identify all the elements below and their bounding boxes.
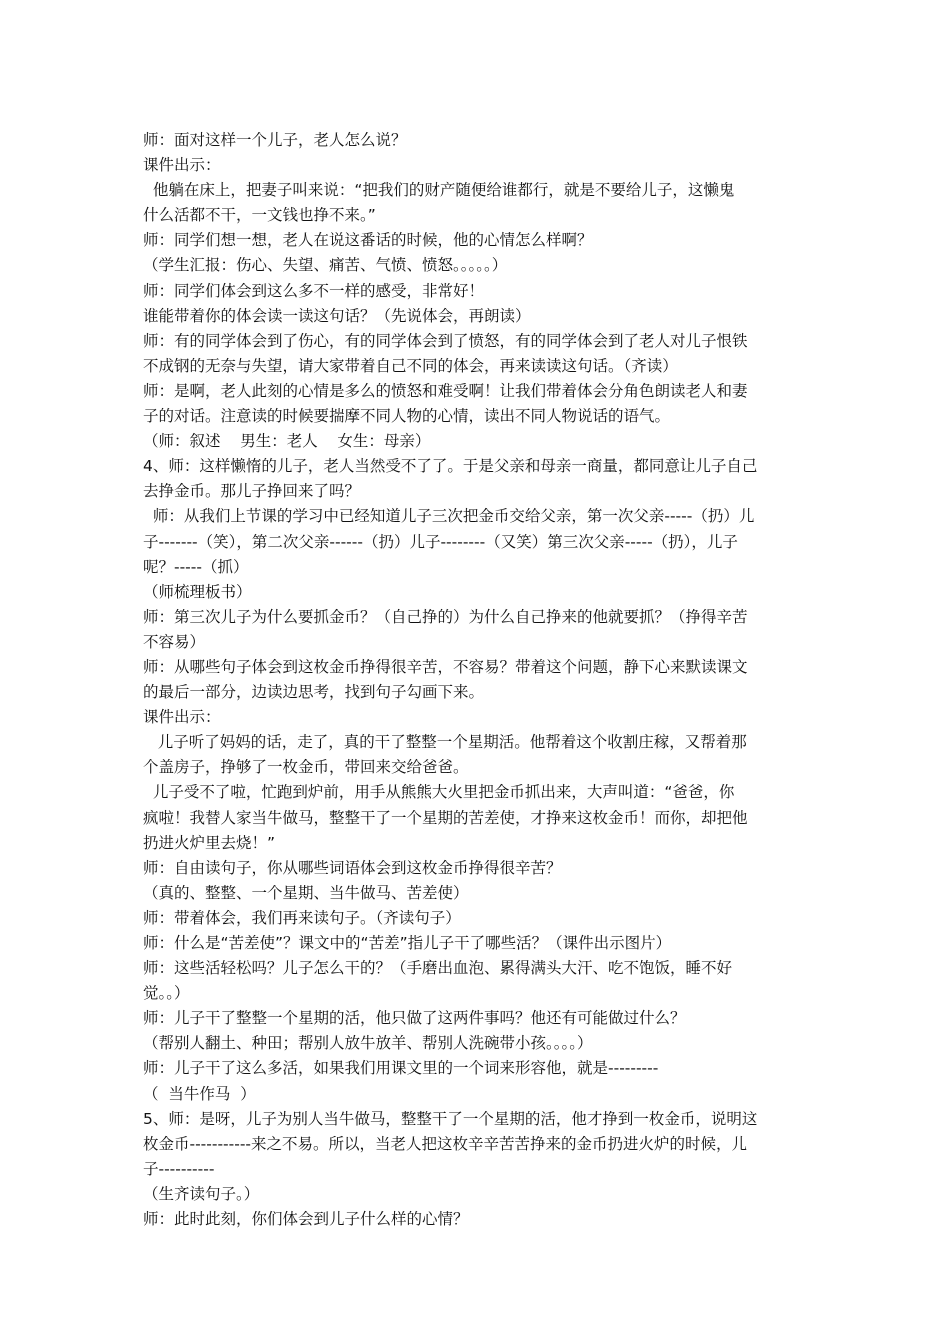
text-line: 师：此时此刻，你们体会到儿子什么样的心情？ [143, 1210, 469, 1229]
text-line: 师：什么是“苦差使”？课文中的“苦差”指儿子干了哪些活？（课件出示图片） [143, 934, 672, 952]
text-line: （师梳理板书） [143, 582, 252, 601]
document-page [143, 128, 811, 1232]
text-line: （师：叙述 男生：老人 女生：母亲） [143, 432, 431, 451]
text-line: 师：同学们体会到这么多不一样的感受，非常好！ [143, 281, 485, 300]
text-line: （生齐读句子。） [143, 1184, 260, 1203]
text-line: （真的、整整、一个星期、当牛做马、苦差使） [143, 883, 469, 902]
text-line: （ 当牛作马 ） [143, 1084, 256, 1103]
text-line: 师：这些活轻松吗？儿子怎么干的？（手磨出血泡、累得满头大汗、吃不饱饭，睡不好 [143, 959, 733, 978]
text-line: （帮别人翻土、种田；帮别人放牛放羊、帮别人洗碗带小孩。。。。） [143, 1034, 593, 1053]
text-line: 去挣金币。那儿子挣回来了吗？ [143, 482, 361, 501]
text-line: 个盖房子，挣够了一枚金币，带回来交给爸爸。 [143, 758, 469, 777]
text-line: 谁能带着你的体会读一读这句话？（先说体会，再朗读） [143, 306, 531, 325]
text-line: 师：第三次儿子为什么要抓金币？（自己挣的）为什么自己挣来的他就要抓？（挣得辛苦 [143, 607, 748, 626]
text-line: 扔进火炉里去烧！” [143, 833, 276, 852]
text-line: 他躺在床上，把妻子叫来说：“把我们的财产随便给谁都行，就是不要给儿子，这懒鬼 [143, 181, 735, 200]
text-line: 子---------- [143, 1159, 215, 1178]
text-line: 师：儿子干了整整一个星期的活，他只做了这两件事吗？他还有可能做过什么？ [143, 1009, 686, 1028]
text-line: 师：自由读句子，你从哪些词语体会到这枚金币挣得很辛苦？ [143, 858, 562, 877]
text-line: 师：从我们上节课的学习中已经知道儿子三次把金币交给父亲，第一次父亲-----（扔）儿 [143, 507, 755, 526]
text-line: 5、师：是呀，儿子为别人当牛做马，整整干了一个星期的活，他才挣到一枚金币，说明这 [143, 1109, 758, 1128]
text-line: 4、师：这样懒惰的儿子，老人当然受不了了。于是父亲和母亲一商量，都同意让儿子自己 [143, 457, 758, 476]
text-line: 不成钢的无奈与失望，请大家带着自己不同的体会，再来读读这句话。（齐读） [143, 356, 678, 375]
text-line: 儿子听了妈妈的话，走了，真的干了整整一个星期活。他帮着这个收割庄稼，又帮着那 [143, 733, 747, 752]
text-line: 儿子受不了啦，忙跑到炉前，用手从熊熊大火里把金币抓出来，大声叫道：“爸爸，你 [143, 783, 735, 802]
text-line: （学生汇报：伤心、失望、痛苦、气愤、愤怒。。。。。） [143, 256, 508, 275]
text-line: 师：带着体会，我们再来读句子。（齐读句子） [143, 908, 461, 927]
text-line: 的最后一部分，边读边思考，找到句子勾画下来。 [143, 683, 485, 702]
text-line: 子-------（笑），第二次父亲------（扔）儿子--------（又笑）第三次父亲-----（扔），儿子 [143, 532, 738, 551]
text-line: 什么活都不干，一文钱也挣不来。” [143, 206, 376, 225]
text-line: 呢？-----（抓） [143, 557, 249, 576]
text-line: 师：儿子干了这么多活，如果我们用课文里的一个词来形容他，就是--------- [143, 1059, 659, 1078]
text-line: 课件出示： [143, 708, 221, 727]
text-line: 觉。。） [143, 984, 190, 1003]
text-line: 师：从哪些句子体会到这枚金币挣得很辛苦，不容易？带着这个问题，静下心来默读课文 [143, 657, 748, 676]
text-line: 师：是啊，老人此刻的心情是多么的愤怒和难受啊！让我们带着体会分角色朗读老人和妻 [143, 381, 748, 400]
text-line: 疯啦！我替人家当牛做马，整整干了一个星期的苦差使，才挣来这枚金币！而你，却把他 [143, 808, 748, 827]
text-line: 课件出示： [143, 156, 221, 175]
text-line: 不容易） [143, 632, 206, 651]
text-line: 师：有的同学体会到了伤心，有的同学体会到了愤怒，有的同学体会到了老人对儿子恨铁 [143, 331, 748, 350]
text-line: 师：同学们想一想，老人在说这番话的时候，他的心情怎么样啊？ [143, 231, 593, 250]
text-line: 子的对话。注意读的时候要揣摩不同人物的心情，读出不同人物说话的语气。 [143, 407, 671, 426]
text-line: 枚金币-----------来之不易。所以，当老人把这枚辛辛苦苦挣来的金币扔进火炉的时候，儿 [143, 1134, 748, 1153]
text-line: 师：面对这样一个儿子，老人怎么说？ [143, 131, 407, 149]
